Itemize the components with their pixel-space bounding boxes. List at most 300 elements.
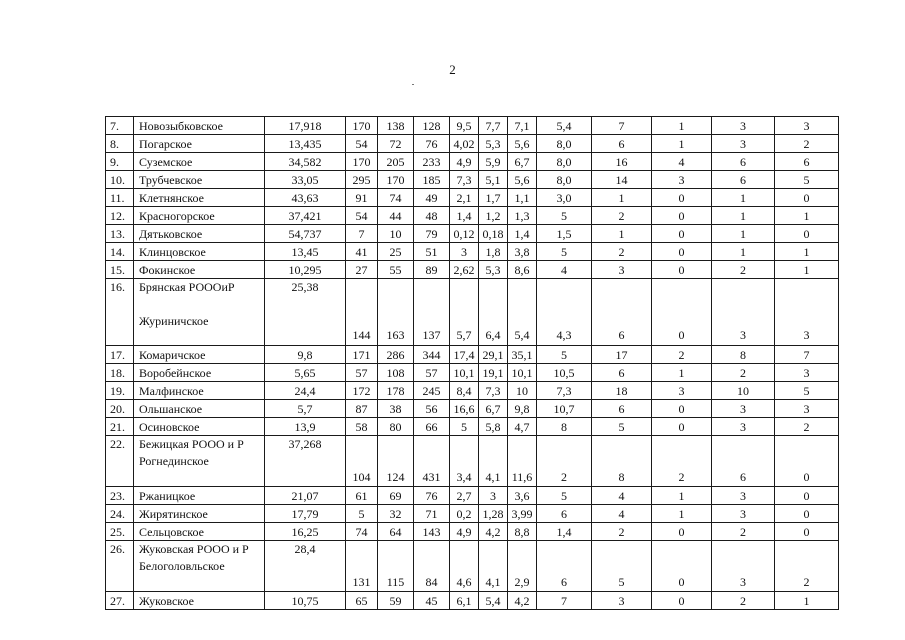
density-year-1: 1,4	[450, 207, 479, 225]
table-row	[106, 346, 839, 364]
optimal-density: 5,4	[537, 117, 592, 135]
quota-young: 5	[775, 382, 839, 400]
optimal-density: 5	[537, 243, 592, 261]
count-year-2: 108	[378, 364, 414, 382]
table-row	[106, 418, 839, 436]
count-year-3: 66	[414, 418, 450, 436]
count-year-2: 32	[378, 505, 414, 523]
limit-value: 1	[592, 189, 652, 207]
area-value: 34,582	[265, 153, 346, 171]
density-year-3: 1,3	[508, 207, 537, 225]
count-year-3: 245	[414, 382, 450, 400]
grounds-name: Ржаницкое	[134, 487, 265, 505]
optimal-density: 6	[537, 505, 592, 523]
density-year-1: 6,1	[450, 592, 479, 610]
table-row	[106, 189, 839, 207]
quota-young: 0	[775, 487, 839, 505]
table-row	[106, 523, 839, 541]
grounds-name: Клинцовское	[134, 243, 265, 261]
density-year-1: 2,1	[450, 189, 479, 207]
quota-adult-males: 3	[652, 382, 712, 400]
count-year-1: 91	[346, 189, 378, 207]
density-year-1: 17,4	[450, 346, 479, 364]
area-value: 28,4	[265, 541, 346, 592]
grounds-name: Сельцовское	[134, 523, 265, 541]
count-year-3: 344	[414, 346, 450, 364]
count-year-1: 7	[346, 225, 378, 243]
count-year-1: 87	[346, 400, 378, 418]
quota-young: 0	[775, 225, 839, 243]
count-year-3: 71	[414, 505, 450, 523]
density-year-3: 3,99	[508, 505, 537, 523]
quota-young: 1	[775, 261, 839, 279]
density-year-3: 10,1	[508, 364, 537, 382]
density-year-1: 2,62	[450, 261, 479, 279]
grounds-name-line2: Белоголовльское	[139, 559, 225, 573]
grounds-name: Жирятинское	[134, 505, 265, 523]
area-value: 10,75	[265, 592, 346, 610]
quota-young: 1	[775, 592, 839, 610]
limit-value: 2	[592, 207, 652, 225]
limit-value: 6	[592, 364, 652, 382]
optimal-density: 5	[537, 346, 592, 364]
grounds-name	[134, 436, 265, 487]
limit-value: 5	[592, 541, 652, 592]
grounds-name: Комаричское	[134, 346, 265, 364]
row-number: 16.	[106, 279, 134, 346]
quota-young: 2	[775, 135, 839, 153]
quota-adult-males: 0	[652, 523, 712, 541]
table-row	[106, 153, 839, 171]
density-year-2: 5,4	[479, 592, 508, 610]
quota-adult-females: 2	[712, 364, 775, 382]
quota-adult-females: 1	[712, 243, 775, 261]
count-year-1: 54	[346, 135, 378, 153]
row-number: 14.	[106, 243, 134, 261]
grounds-org-name: Жуковская РООО и Р	[139, 542, 249, 556]
area-value: 21,07	[265, 487, 346, 505]
quota-young: 2	[775, 541, 839, 592]
limit-value: 6	[592, 279, 652, 346]
table-row	[106, 261, 839, 279]
row-number: 18.	[106, 364, 134, 382]
count-year-3: 137	[414, 279, 450, 346]
limit-value: 3	[592, 261, 652, 279]
optimal-density: 7	[537, 592, 592, 610]
grounds-name: Трубчевское	[134, 171, 265, 189]
limit-value: 2	[592, 243, 652, 261]
table-body	[106, 117, 839, 610]
count-year-2: 72	[378, 135, 414, 153]
quota-adult-males: 1	[652, 117, 712, 135]
density-year-1: 0,2	[450, 505, 479, 523]
density-year-2: 6,7	[479, 400, 508, 418]
density-year-2: 7,3	[479, 382, 508, 400]
row-number: 27.	[106, 592, 134, 610]
area-value: 5,65	[265, 364, 346, 382]
count-year-3: 76	[414, 135, 450, 153]
count-year-1: 170	[346, 117, 378, 135]
table-row	[106, 135, 839, 153]
count-year-3: 57	[414, 364, 450, 382]
count-year-2: 115	[378, 541, 414, 592]
row-number: 8.	[106, 135, 134, 153]
quota-adult-females: 3	[712, 541, 775, 592]
table-row	[106, 400, 839, 418]
optimal-density: 1,4	[537, 523, 592, 541]
limit-value: 14	[592, 171, 652, 189]
area-value: 25,38	[265, 279, 346, 346]
area-value: 16,25	[265, 523, 346, 541]
density-year-2: 7,7	[479, 117, 508, 135]
row-number: 25.	[106, 523, 134, 541]
count-year-3: 89	[414, 261, 450, 279]
table-row	[106, 207, 839, 225]
grounds-name	[134, 541, 265, 592]
row-number: 9.	[106, 153, 134, 171]
limit-value: 18	[592, 382, 652, 400]
density-year-2: 6,4	[479, 279, 508, 346]
density-year-1: 3	[450, 243, 479, 261]
optimal-density: 8,0	[537, 171, 592, 189]
quota-young: 3	[775, 400, 839, 418]
count-year-2: 69	[378, 487, 414, 505]
count-year-2: 55	[378, 261, 414, 279]
density-year-3: 2,9	[508, 541, 537, 592]
limit-value: 3	[592, 592, 652, 610]
density-year-3: 8,6	[508, 261, 537, 279]
count-year-2: 170	[378, 171, 414, 189]
grounds-name: Ольшанское	[134, 400, 265, 418]
density-year-1: 4,9	[450, 523, 479, 541]
limit-value: 8	[592, 436, 652, 487]
density-year-3: 3,8	[508, 243, 537, 261]
quota-adult-males: 0	[652, 261, 712, 279]
area-value: 13,435	[265, 135, 346, 153]
density-year-3: 9,8	[508, 400, 537, 418]
quota-adult-males: 1	[652, 135, 712, 153]
row-number: 13.	[106, 225, 134, 243]
count-year-2: 124	[378, 436, 414, 487]
density-year-2: 0,18	[479, 225, 508, 243]
count-year-2: 205	[378, 153, 414, 171]
count-year-1: 295	[346, 171, 378, 189]
quota-young: 6	[775, 153, 839, 171]
row-number: 24.	[106, 505, 134, 523]
density-year-2: 4,1	[479, 541, 508, 592]
count-year-1: 5	[346, 505, 378, 523]
count-year-2: 178	[378, 382, 414, 400]
optimal-density: 10,7	[537, 400, 592, 418]
optimal-density: 7,3	[537, 382, 592, 400]
row-number: 10.	[106, 171, 134, 189]
count-year-2: 25	[378, 243, 414, 261]
table-row	[106, 225, 839, 243]
density-year-1: 3,4	[450, 436, 479, 487]
grounds-name: Фокинское	[134, 261, 265, 279]
count-year-1: 131	[346, 541, 378, 592]
limit-value: 16	[592, 153, 652, 171]
count-year-2: 59	[378, 592, 414, 610]
count-year-3: 84	[414, 541, 450, 592]
density-year-1: 4,6	[450, 541, 479, 592]
area-value: 10,295	[265, 261, 346, 279]
quota-young: 1	[775, 243, 839, 261]
quota-adult-males: 0	[652, 243, 712, 261]
density-year-3: 35,1	[508, 346, 537, 364]
optimal-density: 5	[537, 487, 592, 505]
row-number: 21.	[106, 418, 134, 436]
quota-adult-females: 2	[712, 523, 775, 541]
count-year-3: 48	[414, 207, 450, 225]
grounds-org-name: Бежицкая РООО и Р	[139, 437, 244, 451]
area-value: 43,63	[265, 189, 346, 207]
quota-young: 0	[775, 189, 839, 207]
optimal-density: 8,0	[537, 153, 592, 171]
limit-value: 17	[592, 346, 652, 364]
quota-adult-males: 0	[652, 189, 712, 207]
optimal-density: 1,5	[537, 225, 592, 243]
count-year-3: 233	[414, 153, 450, 171]
density-year-2: 5,3	[479, 135, 508, 153]
count-year-3: 79	[414, 225, 450, 243]
density-year-3: 10	[508, 382, 537, 400]
quota-adult-females: 1	[712, 207, 775, 225]
optimal-density: 3,0	[537, 189, 592, 207]
quota-adult-males: 1	[652, 487, 712, 505]
row-number: 12.	[106, 207, 134, 225]
density-year-3: 5,6	[508, 171, 537, 189]
table-row	[106, 436, 839, 487]
quota-adult-males: 0	[652, 418, 712, 436]
area-value: 37,421	[265, 207, 346, 225]
count-year-1: 58	[346, 418, 378, 436]
quota-adult-females: 1	[712, 189, 775, 207]
density-year-2: 5,8	[479, 418, 508, 436]
grounds-org-name: Брянская РОООиР	[139, 280, 235, 294]
quota-young: 2	[775, 418, 839, 436]
quota-adult-females: 3	[712, 279, 775, 346]
count-year-1: 41	[346, 243, 378, 261]
page-number: 2	[449, 62, 456, 77]
quota-adult-males: 0	[652, 207, 712, 225]
quota-adult-males: 1	[652, 505, 712, 523]
table-row	[106, 487, 839, 505]
quota-adult-males: 2	[652, 436, 712, 487]
table-row	[106, 171, 839, 189]
area-value: 37,268	[265, 436, 346, 487]
optimal-density: 4,3	[537, 279, 592, 346]
count-year-2: 44	[378, 207, 414, 225]
density-year-2: 4,2	[479, 523, 508, 541]
count-year-1: 104	[346, 436, 378, 487]
quota-adult-females: 3	[712, 135, 775, 153]
grounds-name: Малфинское	[134, 382, 265, 400]
density-year-1: 10,1	[450, 364, 479, 382]
optimal-density: 5	[537, 207, 592, 225]
quota-adult-males: 0	[652, 225, 712, 243]
density-year-3: 3,6	[508, 487, 537, 505]
quota-adult-males: 1	[652, 364, 712, 382]
area-value: 13,45	[265, 243, 346, 261]
density-year-2: 1,2	[479, 207, 508, 225]
table-row	[106, 117, 839, 135]
grounds-name: Красногорское	[134, 207, 265, 225]
quota-adult-females: 3	[712, 418, 775, 436]
count-year-3: 128	[414, 117, 450, 135]
count-year-3: 143	[414, 523, 450, 541]
row-number: 20.	[106, 400, 134, 418]
area-value: 54,737	[265, 225, 346, 243]
limit-value: 6	[592, 400, 652, 418]
grounds-name-line2: Рогнединское	[139, 454, 209, 468]
density-year-2: 4,1	[479, 436, 508, 487]
table-row	[106, 279, 839, 346]
quota-young: 0	[775, 436, 839, 487]
quota-adult-females: 2	[712, 592, 775, 610]
quota-young: 1	[775, 207, 839, 225]
row-number: 7.	[106, 117, 134, 135]
row-number: 15.	[106, 261, 134, 279]
optimal-density: 10,5	[537, 364, 592, 382]
density-year-1: 5	[450, 418, 479, 436]
quota-young: 3	[775, 364, 839, 382]
count-year-3: 76	[414, 487, 450, 505]
density-year-3: 1,4	[508, 225, 537, 243]
density-year-2: 19,1	[479, 364, 508, 382]
quota-adult-females: 1	[712, 225, 775, 243]
density-year-3: 5,6	[508, 135, 537, 153]
count-year-2: 163	[378, 279, 414, 346]
density-year-2: 5,1	[479, 171, 508, 189]
scan-speck	[412, 84, 414, 85]
grounds-name: Погарское	[134, 135, 265, 153]
grounds-name: Клетнянское	[134, 189, 265, 207]
grounds-name	[134, 279, 265, 346]
limit-value: 4	[592, 487, 652, 505]
count-year-1: 171	[346, 346, 378, 364]
density-year-2: 1,7	[479, 189, 508, 207]
density-year-3: 5,4	[508, 279, 537, 346]
count-year-1: 61	[346, 487, 378, 505]
quota-adult-females: 3	[712, 400, 775, 418]
optimal-density: 6	[537, 541, 592, 592]
quota-adult-females: 3	[712, 487, 775, 505]
area-value: 9,8	[265, 346, 346, 364]
quota-adult-females: 2	[712, 261, 775, 279]
density-year-3: 11,6	[508, 436, 537, 487]
density-year-3: 4,7	[508, 418, 537, 436]
count-year-2: 74	[378, 189, 414, 207]
quota-young: 7	[775, 346, 839, 364]
grounds-name: Осиновское	[134, 418, 265, 436]
quota-adult-females: 3	[712, 505, 775, 523]
density-year-2: 1,28	[479, 505, 508, 523]
row-number: 23.	[106, 487, 134, 505]
quota-adult-females: 6	[712, 436, 775, 487]
quota-young: 5	[775, 171, 839, 189]
area-value: 24,4	[265, 382, 346, 400]
table-row	[106, 592, 839, 610]
quota-adult-males: 0	[652, 592, 712, 610]
quota-adult-males: 3	[652, 171, 712, 189]
density-year-1: 16,6	[450, 400, 479, 418]
limit-value: 7	[592, 117, 652, 135]
count-year-3: 49	[414, 189, 450, 207]
count-year-3: 45	[414, 592, 450, 610]
grounds-name: Дятьковское	[134, 225, 265, 243]
count-year-1: 172	[346, 382, 378, 400]
density-year-2: 3	[479, 487, 508, 505]
table-row	[106, 382, 839, 400]
density-year-2: 5,9	[479, 153, 508, 171]
density-year-3: 4,2	[508, 592, 537, 610]
count-year-1: 54	[346, 207, 378, 225]
quota-adult-females: 3	[712, 117, 775, 135]
count-year-3: 431	[414, 436, 450, 487]
density-year-1: 2,7	[450, 487, 479, 505]
density-year-3: 1,1	[508, 189, 537, 207]
row-number: 11.	[106, 189, 134, 207]
quota-young: 3	[775, 279, 839, 346]
optimal-density: 8	[537, 418, 592, 436]
density-year-1: 4,9	[450, 153, 479, 171]
quota-adult-males: 4	[652, 153, 712, 171]
density-year-3: 8,8	[508, 523, 537, 541]
optimal-density: 2	[537, 436, 592, 487]
count-year-2: 286	[378, 346, 414, 364]
table-row	[106, 541, 839, 592]
density-year-2: 1,8	[479, 243, 508, 261]
table-row	[106, 505, 839, 523]
table-row	[106, 364, 839, 382]
grounds-name-line2: Журиничское	[139, 314, 209, 328]
quota-adult-females: 8	[712, 346, 775, 364]
row-number: 19.	[106, 382, 134, 400]
row-number: 22.	[106, 436, 134, 487]
density-year-2: 5,3	[479, 261, 508, 279]
grounds-name: Новозыбковское	[134, 117, 265, 135]
density-year-1: 9,5	[450, 117, 479, 135]
count-year-2: 10	[378, 225, 414, 243]
area-value: 5,7	[265, 400, 346, 418]
density-year-1: 8,4	[450, 382, 479, 400]
density-year-1: 0,12	[450, 225, 479, 243]
optimal-density: 8,0	[537, 135, 592, 153]
optimal-density: 4	[537, 261, 592, 279]
quota-young: 0	[775, 523, 839, 541]
area-value: 33,05	[265, 171, 346, 189]
density-year-3: 7,1	[508, 117, 537, 135]
row-number: 17.	[106, 346, 134, 364]
table-row	[106, 243, 839, 261]
quota-adult-females: 6	[712, 171, 775, 189]
area-value: 17,79	[265, 505, 346, 523]
grounds-name: Воробейнское	[134, 364, 265, 382]
density-year-1: 4,02	[450, 135, 479, 153]
quota-adult-males: 0	[652, 279, 712, 346]
quota-young: 0	[775, 505, 839, 523]
quota-adult-females: 6	[712, 153, 775, 171]
area-value: 17,918	[265, 117, 346, 135]
count-year-2: 64	[378, 523, 414, 541]
count-year-1: 144	[346, 279, 378, 346]
count-year-1: 74	[346, 523, 378, 541]
grounds-name: Суземское	[134, 153, 265, 171]
density-year-1: 7,3	[450, 171, 479, 189]
count-year-2: 38	[378, 400, 414, 418]
quota-adult-males: 0	[652, 541, 712, 592]
